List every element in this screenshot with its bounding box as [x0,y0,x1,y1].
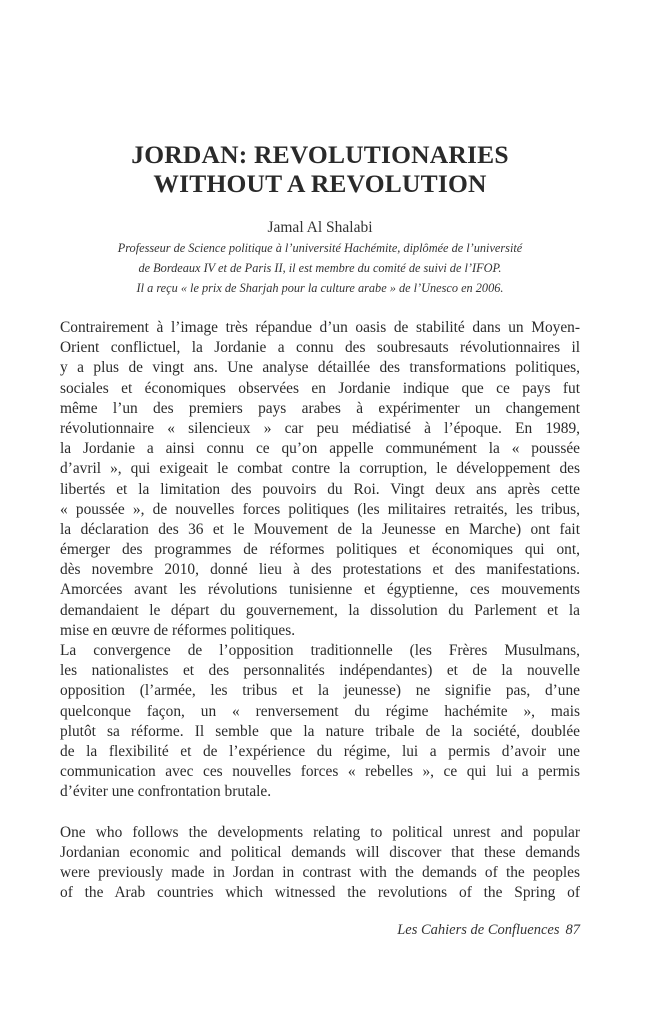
article-title-line: JORDAN: REVOLUTIONARIES [131,140,509,169]
affiliation-line: Professeur de Science politique à l’université Hachémite, diplômée de l’université [117,241,523,255]
paragraph-2 [60,641,580,803]
text-line: Jordanian economic and political demands will discover that these demands [60,843,580,861]
text-line: de la flexibilité et de l’expérience du régime, lui a permis d’avoir une [60,742,580,760]
page-footer [397,922,580,939]
text-line: Amorcées avant les révolutions tunisienne et égyptienne, ces mouvements [60,581,580,599]
journal-name: Les Cahiers de Confluences [397,922,560,938]
text-line: plutôt sa réforme. Il semble que la nature tribale de la société, doublée [60,722,580,740]
affiliation-line: de Bordeaux IV et de Paris II, il est membre du comité de suivi de l’IFOP. [138,261,502,275]
text-line: les nationalistes et des personnalités indépendantes) et de la nouvelle [60,662,580,680]
paragraph-3 [60,823,580,904]
text-line: were previously made in Jordan in contrast with the demands of the peoples [60,864,580,882]
text-line: émerger des programmes de réformes politiques et économiques qui ont, [60,541,580,559]
text-line: One who follows the developments relating to political unrest and popular [60,823,580,841]
text-line: communication avec ces nouvelles forces « rebelles », ce qui lui a permis [60,763,580,781]
author-name: Jamal Al Shalabi [267,219,373,236]
paragraph-spacer [60,803,580,823]
text-line: révolutionnaire « silencieux » car peu médiatisé à l’époque. En 1989, [60,419,580,437]
text-line: opposition (l’armée, les tribus et la jeunesse) ne signifie pas, d’une [60,682,580,700]
text-line: quelconque façon, un « renversement du régime hachémite », mais [60,702,580,720]
article-body [60,318,580,903]
text-line: La convergence de l’opposition traditionnelle (les Frères Musulmans, [60,642,580,659]
author-affiliation [60,238,580,298]
article-title [60,140,580,198]
text-line: d’avril », qui exigeait le combat contre la corruption, le développement des [60,460,580,478]
affiliation-line: Il a reçu « le prix de Sharjah pour la culture arabe » de l’Unesco en 2006. [136,281,504,295]
text-line: la déclaration des 36 et le Mouvement de la Jeunesse en Marche) ont fait [60,520,580,538]
text-line: « poussée », de nouvelles forces politiques (les militaires retraités, les tribus, [60,500,580,518]
text-line: of the Arab countries which witnessed the revolutions of the Spring of [60,884,580,902]
article-title-line: WITHOUT A REVOLUTION [153,169,487,198]
text-line: même l’un des premiers pays arabes à expérimenter un changement [60,399,580,417]
page-number: 87 [565,922,580,938]
text-line: demandaient le départ du gouvernement, la dissolution du Parlement et la [60,601,580,619]
text-line: Contrairement à l’image très répandue d’un oasis de stabilité dans un Moyen- [60,319,580,336]
paragraph-1 [60,318,580,641]
text-line: y a plus de vingt ans. Une analyse détaillée des transformations politiques, [60,359,580,377]
text-line: libertés et la limitation des pouvoirs du Roi. Vingt deux ans après cette [60,480,580,498]
text-line: la Jordanie a ainsi connu ce qu’on appelle communément la « poussée [60,440,580,458]
text-line: sociales et économiques observées en Jordanie indique que ce pays fut [60,379,580,397]
text-line: mise en œuvre de réformes politiques. [60,621,296,639]
text-line: dès novembre 2010, donné lieu à des protestations et des manifestations. [60,561,580,579]
text-line: Orient conflictuel, la Jordanie a connu des soubresauts révolutionnaires il [60,339,580,357]
text-line: d’éviter une confrontation brutale. [60,783,272,801]
